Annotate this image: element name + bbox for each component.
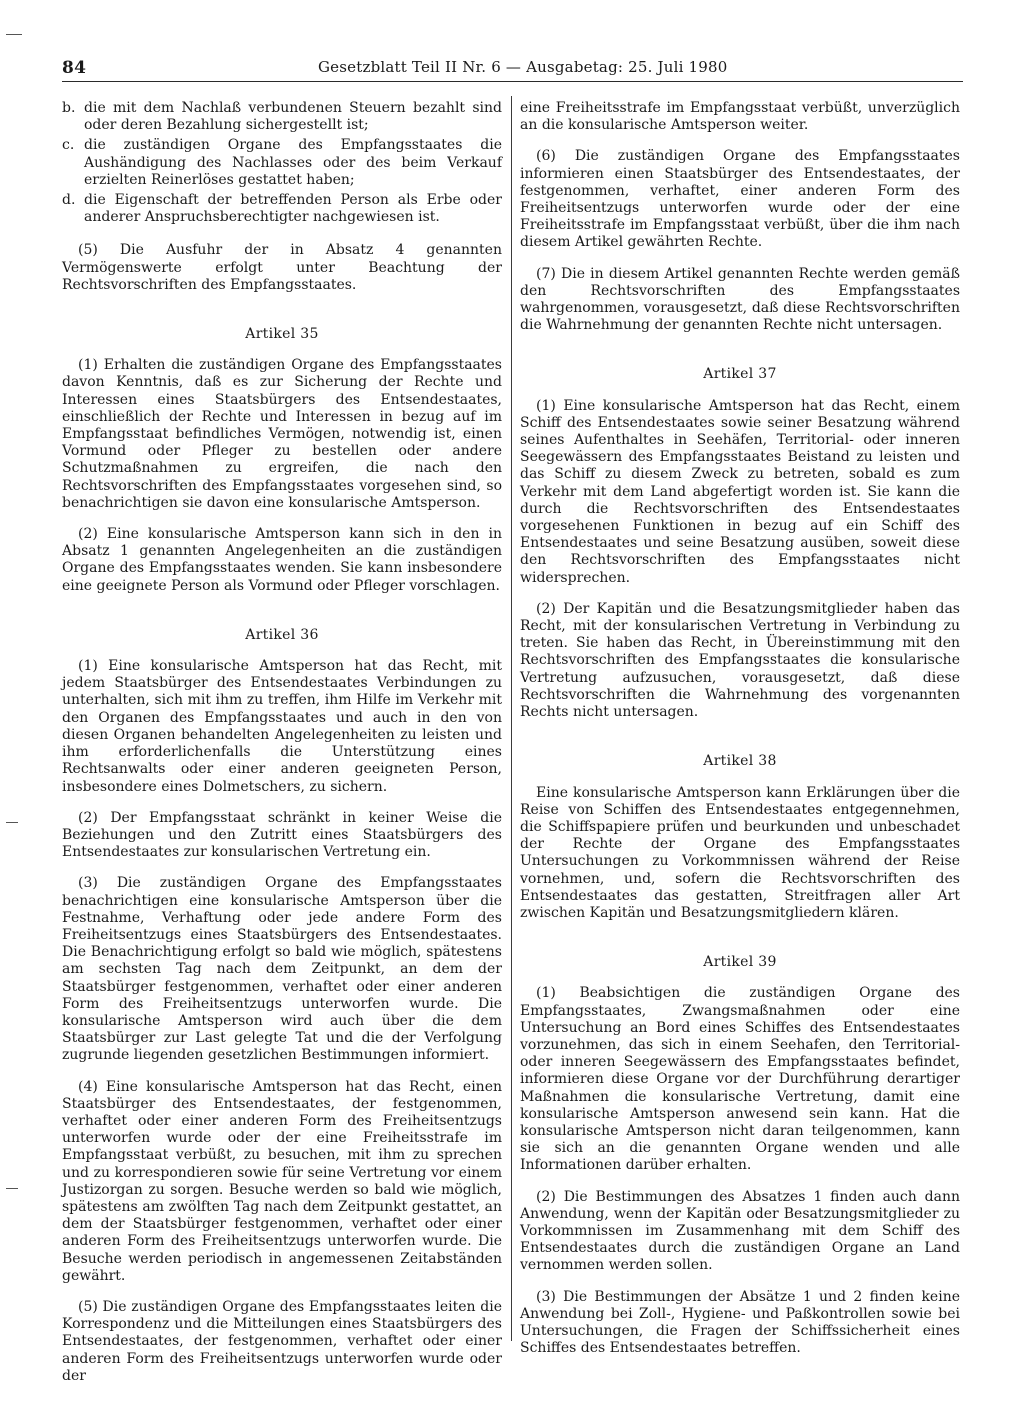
scan-mark [6, 34, 22, 35]
list-marker: c. [62, 137, 75, 154]
list-marker: d. [62, 192, 76, 209]
paragraph-continuation: eine Freiheitsstrafe im Empfangsstaat verbüßt, unverzüglich an die konsularische Amtsperson weiter. [520, 100, 960, 134]
article-heading: Artikel 39 [703, 954, 777, 971]
column-divider [511, 96, 512, 1341]
scan-mark [6, 822, 18, 823]
article-heading: Artikel 36 [245, 626, 319, 643]
page-header-title: Gesetzblatt Teil II Nr. 6 — Ausgabetag: 25. Juli 1980 [318, 58, 728, 76]
paragraph: (5) Die Ausfuhr der in Absatz 4 genannten Vermögenswerte erfolgt unter Beachtung der Rechtsvorschriften des Empfangsstaates. [62, 242, 502, 293]
list-text: die Eigenschaft der betreffenden Person als Erbe oder anderer Anspruchsberechtigter nachgewiesen ist. [84, 192, 502, 226]
paragraph: (2) Der Empfangsstaat schränkt in keiner Weise die Beziehungen und den Zutritt eines Staatsbürgers des Entsendestaates zur konsularischen Vertretung ein. [62, 809, 502, 861]
article-heading: Artikel 37 [703, 366, 777, 383]
list-text: die zuständigen Organe des Empfangsstaates die Aushändigung des Nachlasses oder des beim Verkauf erzielten Reinerlöses gestattet haben; [84, 137, 502, 188]
article-heading: Artikel 38 [703, 753, 777, 770]
paragraph: (2) Der Kapitän und die Besatzungsmitglieder haben das Recht, mit der konsularischen Vertretung in Verbindung zu treten. Sie haben das Recht, in Übereinstimmung mit den Rechtsvorschriften des Empfangsstaates die konsularische Vertretung aufzusuchen, vorausgesetzt, daß diese Rechtsvorschriften die Wahrnehmung des vorgenannten Rechts nicht untersagen. [520, 600, 960, 721]
paragraph: (6) Die zuständigen Organe des Empfangsstaates informieren einen Staatsbürger des Entsendestaates, der festgenommen, verhaftet, einer anderen Form des Freiheitsentzugs unterworfen wurde oder der eine Freiheitsstrafe im Empfangsstaat verbüßt, über die ihm nach diesem Artikel gewährten Rechte. [520, 148, 960, 251]
scan-mark [6, 1188, 18, 1189]
paragraph: (7) Die in diesem Artikel genannten Rechte werden gemäß den Rechtsvorschriften des Empfangsstaates wahrgenommen, vorausgesetzt, daß diese Rechtsvorschriften die Wahrnehmung der genannten Rechte nicht untersagen. [520, 265, 960, 334]
list-item [62, 192, 502, 226]
list-item [62, 100, 502, 134]
right-column [520, 100, 960, 1371]
paragraph: (3) Die Bestimmungen der Absätze 1 und 2 finden keine Anwendung bei Zoll-, Hygiene- und Paßkontrollen sowie bei Untersuchungen, die Fragen der Schiffssicherheit eines Schiffes des Entsendestaates betreffen. [520, 1288, 960, 1357]
list-item [62, 137, 502, 189]
paragraph: Eine konsularische Amtsperson kann Erklärungen über die Reise von Schiffen des Entsendestaates entgegennehmen, die Schiffspapiere prüfen und beurkunden und unbeschadet der Rechte der Organe des Empfangsstaates Untersuchungen zu Vorkommnissen während der Reise vornehmen, und, sofern die Rechtsvorschriften des Entsendestaates das gestatten, Streitfragen aller Art zwischen Kapitän und Besatzungsmitgliedern klären. [520, 784, 960, 921]
paragraph: (1) Eine konsularische Amtsperson hat das Recht, mit jedem Staatsbürger des Entsendestaates Verbindungen zu unterhalten, sich mit ihm zu treffen, ihm Hilfe im Verkehr mit den Organen des Empfangsstaates und auch in den von diesen Organen behandelten Angelegenheiten zu leisten und ihm erforderlichenfalls die Unterstützung eines Rechtsanwalts oder einer anderen geeigneten Person, insbesondere eines Dolmetschers, zu sichern. [62, 658, 502, 795]
article-heading: Artikel 35 [245, 326, 319, 343]
paragraph: (1) Erhalten die zuständigen Organe des Empfangsstaates davon Kenntnis, daß es zur Sicherung der Rechte und Interessen eines Staatsbürgers des Entsendestaates, einschließlich der Rechte und Interessen in bezug auf im Empfangsstaat befindliches Vermögen, notwendig ist, einen Vormund oder Pfleger zu bestellen oder andere Schutzmaßnahmen zu ergreifen, die nach den Rechtsvorschriften des Empfangsstaates vorgesehen sind, so benachrichtigen sie davon eine konsularische Amtsperson. [62, 357, 502, 511]
paragraph: (1) Eine konsularische Amtsperson hat das Recht, einem Schiff des Entsendestaates sowie seiner Besatzung während seines Aufenthaltes in Seehäfen, Territorial- oder inneren Seegewässern des Empfangsstaates Beistand zu leisten und das Schiff zu diesem Zweck zu betreten, sobald es zum Verkehr mit dem Land abgefertigt worden ist. Sie kann die durch die Rechtsvorschriften des Entsendestaates vorgesehenen Funktionen in bezug auf ein Schiff des Entsendestaates und seine Besatzung ausüben, soweit diese den Rechtsvorschriften des Empfangsstaates nicht widersprechen. [520, 397, 960, 586]
header-rule [62, 81, 963, 82]
paragraph: (2) Eine konsularische Amtsperson kann sich in den in Absatz 1 genannten Angelegenheiten an die zuständigen Organe des Empfangsstaates wenden. Sie kann insbesondere eine geeignete Person als Vormund oder Pfleger vorschlagen. [62, 526, 502, 594]
paragraph: (2) Die Bestimmungen des Absatzes 1 finden auch dann Anwendung, wenn der Kapitän oder Besatzungsmitglieder zu Vorkommnissen im Zusammenhang mit dem Schiff des Entsendestaates durch die zuständigen Organe an Land vernommen werden sollen. [520, 1188, 960, 1274]
paragraph: (1) Beabsichtigen die zuständigen Organe des Empfangsstaates, Zwangsmaßnahmen oder eine Untersuchung an Bord eines Schiffes des Entsendestaates vorzunehmen, das sich in einem Seehafen, den Territorial- oder inneren Seegewässern des Empfangsstaates befindet, informieren diese Organe vor der Durchführung derartiger Maßnahmen die konsularische Vertretung, damit eine konsularische Amtsperson anwesend sein kann. Hat die konsularische Amtsperson nicht daran teilgenommen, kann sie sich an die genannten Organe wenden und alle Informationen darüber erhalten. [520, 985, 960, 1174]
left-column [62, 100, 502, 1399]
requirements-list [62, 100, 502, 226]
list-text: die mit dem Nachlaß verbundenen Steuern bezahlt sind oder deren Bezahlung sichergestellt ist; [84, 100, 502, 134]
paragraph: (4) Eine konsularische Amtsperson hat das Recht, einen Staatsbürger des Entsendestaates, der festgenommen, verhaftet oder einer anderen Form des Freiheitsentzugs unterworfen wurde oder der eine Freiheitsstrafe im Empfangsstaat verbüßt, zu besuchen, mit ihm zu sprechen und zu korrespondieren sowie für seine Vertretung vor einem Justizorgan zu sorgen. Besuche werden so bald wie möglich, spätestens am zwölften Tag nach dem Zeitpunkt gestattet, an dem der Staatsbürger festgenommen, verhaftet oder einer anderen Form des Freiheitsentzugs unterworfen wurde. Die Besuche werden periodisch in angemessenen Zeitabständen gewährt. [62, 1078, 502, 1284]
paragraph: (5) Die zuständigen Organe des Empfangsstaates leiten die Korrespondenz und die Mitteilungen eines Staatsbürgers des Entsendestaates, der festgenommen, verhaftet oder einer anderen Form des Freiheitsentzugs unterworfen wurde oder der [62, 1298, 502, 1384]
list-marker: b. [62, 100, 76, 116]
paragraph: (3) Die zuständigen Organe des Empfangsstaates benachrichtigen eine konsularische Amtsperson über die Festnahme, Verhaftung oder jede andere Form des Freiheitsentzugs eines Staatsbürgers des Entsendestaates. Die Benachrichtigung erfolgt so bald wie möglich, spätestens am sechsten Tag nach dem Zeitpunkt, an dem der Staatsbürger festgenommen, verhaftet oder einer anderen Form des Freiheitsentzugs unterworfen wurde. Die konsularische Amtsperson wird auch über die dem Staatsbürger zur Last gelegte Tat und die der Verfolgung zugrunde liegenden gesetzlichen Bestimmungen informiert. [62, 875, 502, 1064]
page-number: 84 [62, 58, 87, 78]
